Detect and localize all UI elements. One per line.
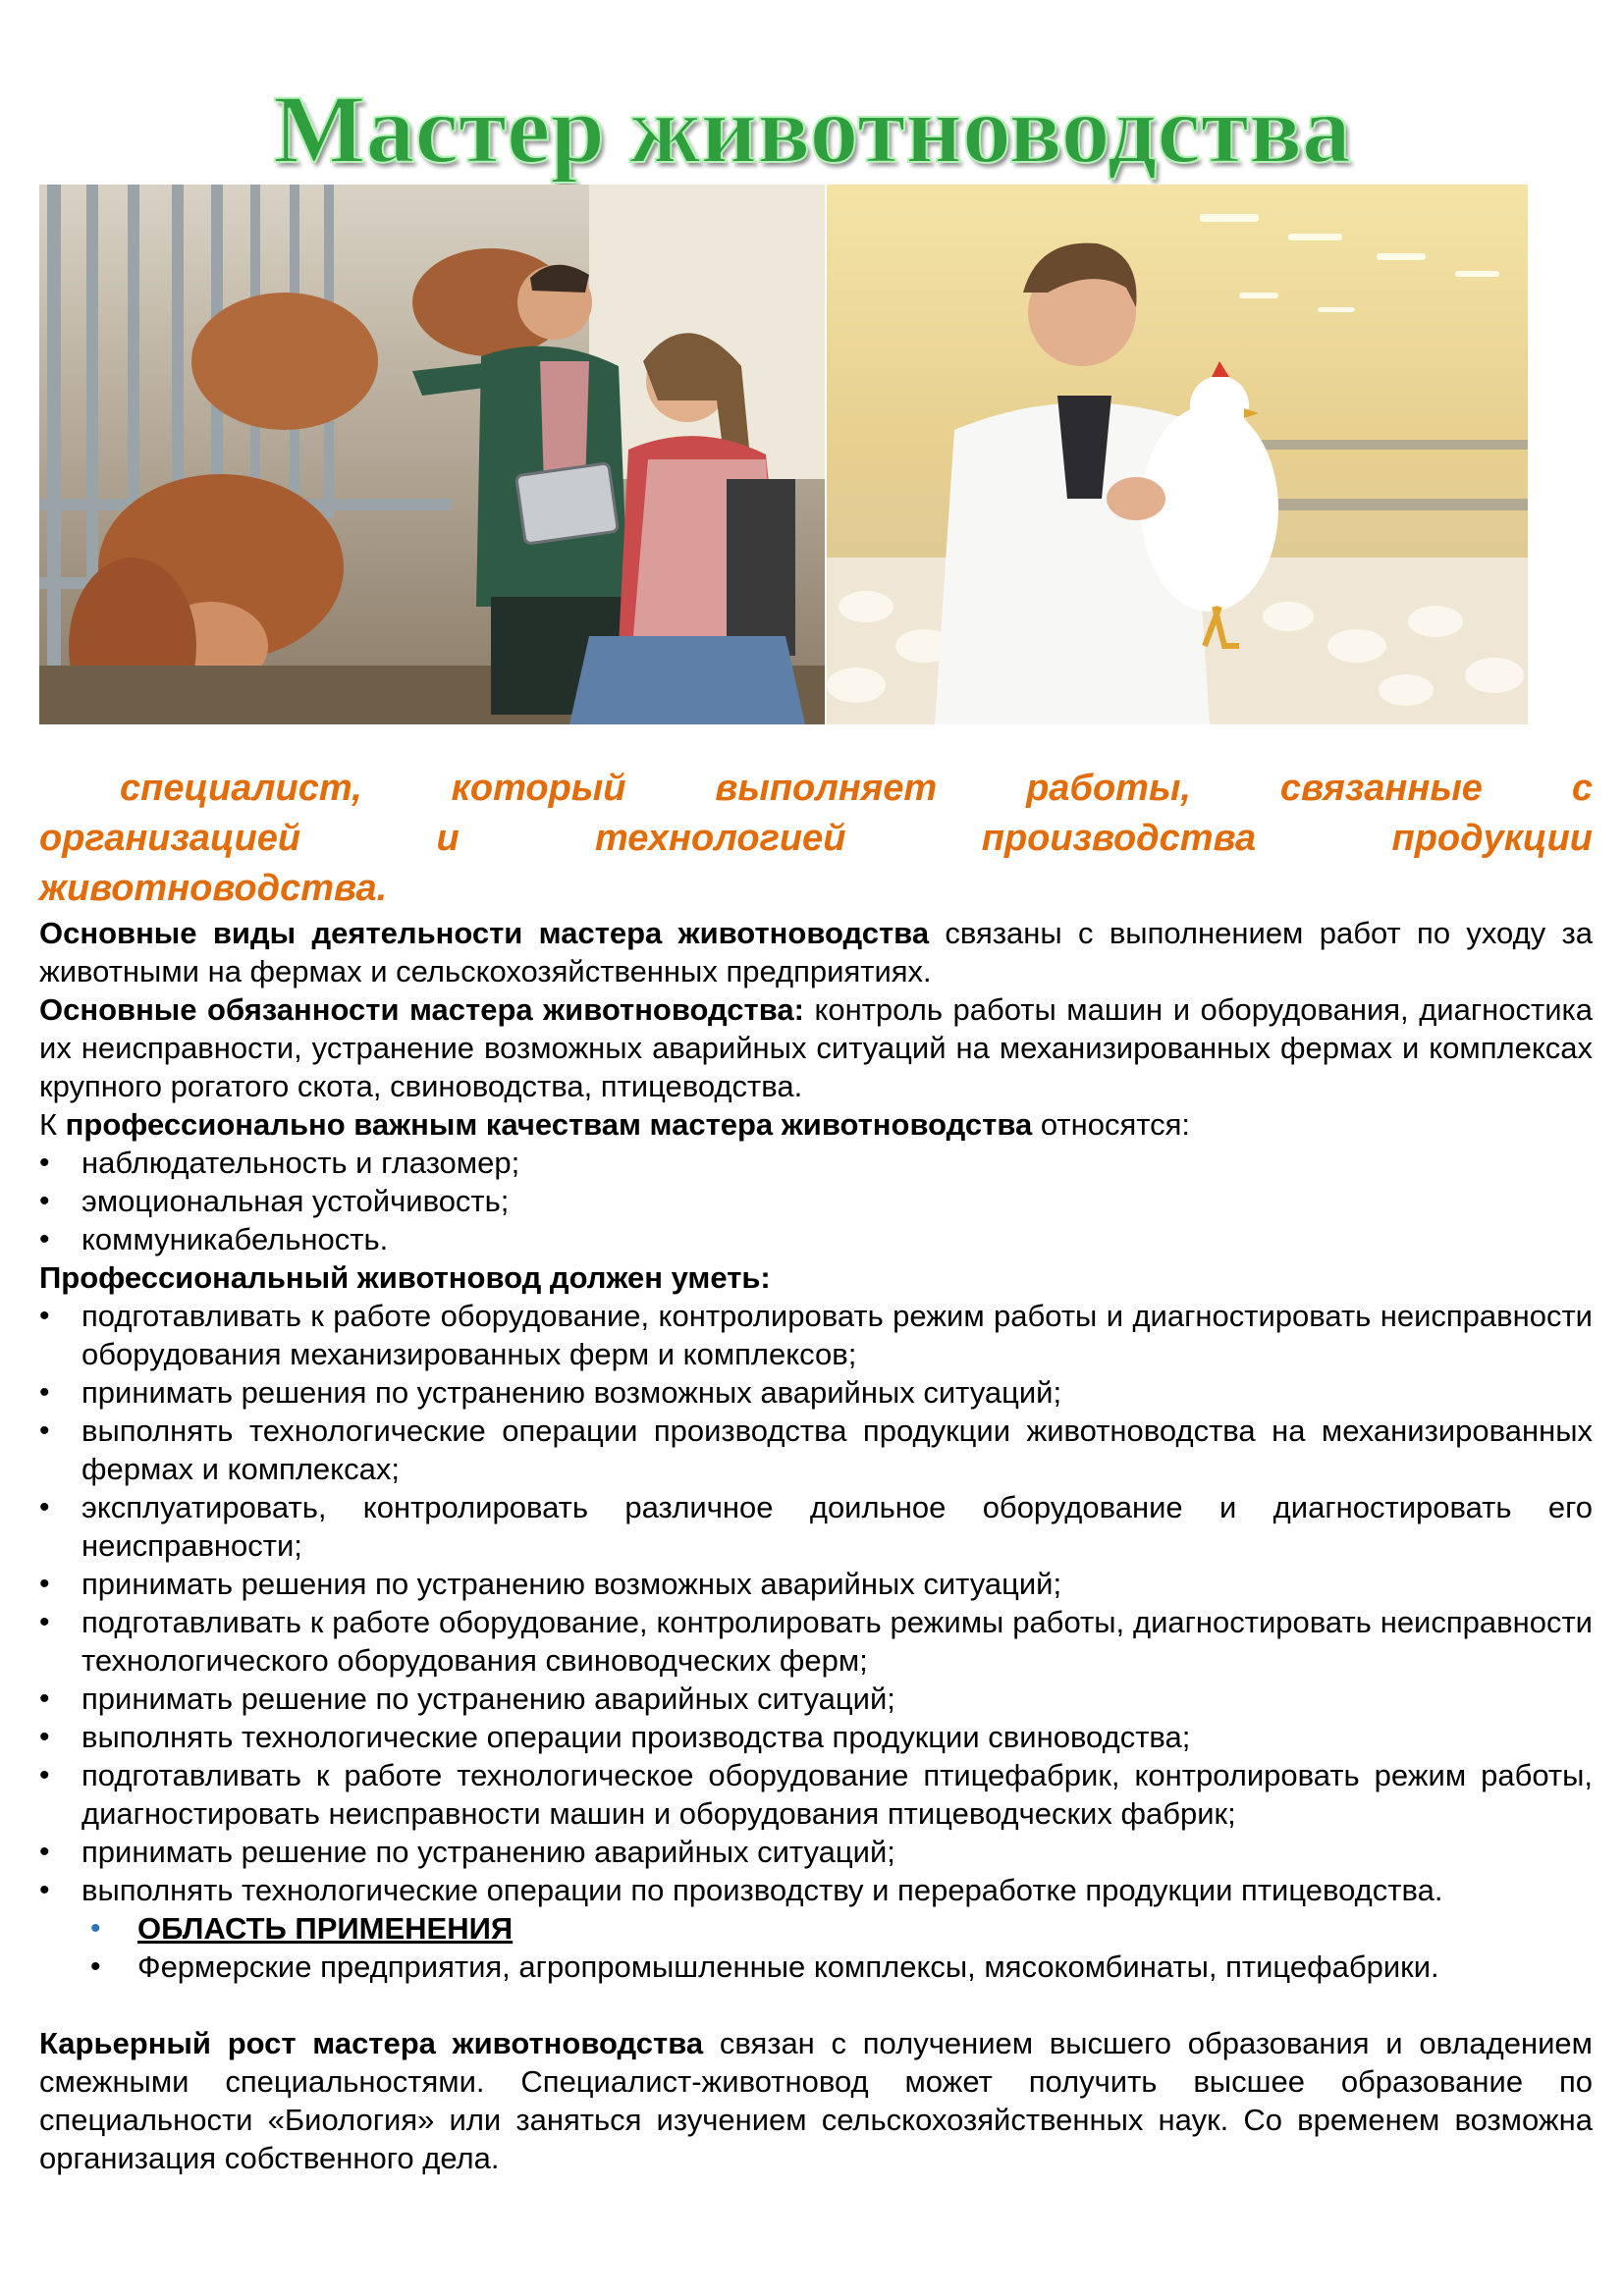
qualities-intro [39,1105,1593,1144]
list-item: • эксплуатировать, контролировать различное доильное оборудование и диагностировать его неисправности; [39,1488,1593,1565]
document-body [39,764,1593,2177]
list-item: • принимать решение по устранению аварийных ситуаций; [39,1680,1593,1718]
list-item: • принимать решение по устранению аварийных ситуаций; [39,1833,1593,1871]
application-heading-text: ОБЛАСТЬ ПРИМЕНЕНИЯ [137,1911,514,1946]
skills-list [39,1297,1593,1909]
farm-cows-photo [39,185,825,724]
page-title: Мастер животноводства [273,75,1351,184]
qualities-prefix: К [39,1107,66,1142]
list-item: • выполнять технологические операции производства продукции свиноводства; [39,1718,1593,1756]
career-paragraph [39,2024,1593,2177]
duties-text: контроль работы машин и оборудования, диагностика их неисправности, устранение возможных аварийных ситуаций на механизированных фермах и комплексах крупного рогатого скота, свиноводства, птицеводства. [39,992,1594,1103]
definition-line-1: специалист, который выполняет работы, связанные с [120,768,1593,809]
skills-heading-text: Профессиональный животновод должен уметь: [39,1260,771,1295]
activities-lead: Основные виды деятельности мастера животноводства [39,916,930,950]
duties-paragraph [39,990,1593,1105]
application-text: • Фермерские предприятия, агропромышленные комплексы, мясокомбинаты, птицефабрики. [39,1948,1593,1986]
skills-heading [39,1258,1593,1297]
qualities-lead: профессионально важным качествам мастера животноводства [65,1107,1033,1142]
application-list [39,1909,1593,1986]
list-item: • выполнять технологические операции производства продукции животноводства на механизированных фермах и комплексах; [39,1412,1593,1488]
career-text: связан с получением высшего образования и овладением смежными специальностями. Специалист-животновод может получить высшее образование по специальности «Биология» или заняться изучением сельскохозяйственных наук. Со временем возможна организация собственного дела. [39,2026,1593,2175]
spacer [39,1986,1593,2024]
list-item: • эмоциональная устойчивость; [39,1182,1593,1220]
qualities-suffix: относятся: [1032,1107,1191,1142]
poultry-farm-photo [827,185,1528,724]
career-lead: Карьерный рост мастера животноводства [39,2026,704,2060]
duties-lead: Основные обязанности мастера животноводства: [39,992,804,1027]
activities-text: связаны с выполнением работ по уходу за животными на фермах и сельскохозяйственных предприятиях. [39,916,1593,988]
list-item: • выполнять технологические операции по производству и переработке продукции птицеводства. [39,1871,1593,1909]
list-item: • подготавливать к работе технологическое оборудование птицефабрик, контролировать режим работы, диагностировать неисправности машин и оборудования птицеводческих фабрик; [39,1756,1593,1833]
list-item: • принимать решения по устранению возможных аварийных ситуаций; [39,1373,1593,1412]
qualities-list [39,1144,1593,1258]
list-item: • принимать решения по устранению возможных аварийных ситуаций; [39,1565,1593,1603]
list-item: • подготавливать к работе оборудование, контролировать режим работы и диагностировать неисправности оборудования механизированных ферм и комплексов; [39,1297,1593,1373]
list-item: • наблюдательность и глазомер; [39,1144,1593,1182]
definition-line-3: животноводства. [39,868,388,909]
activities-paragraph [39,914,1593,990]
application-heading [39,1909,1593,1948]
list-item: • коммуникабельность. [39,1220,1593,1258]
definition-line-2: организацией и технологией производства продукции [39,818,1593,859]
list-item: • подготавливать к работе оборудование, контролировать режимы работы, диагностировать неисправности технологического оборудования свиноводческих ферм; [39,1603,1593,1680]
